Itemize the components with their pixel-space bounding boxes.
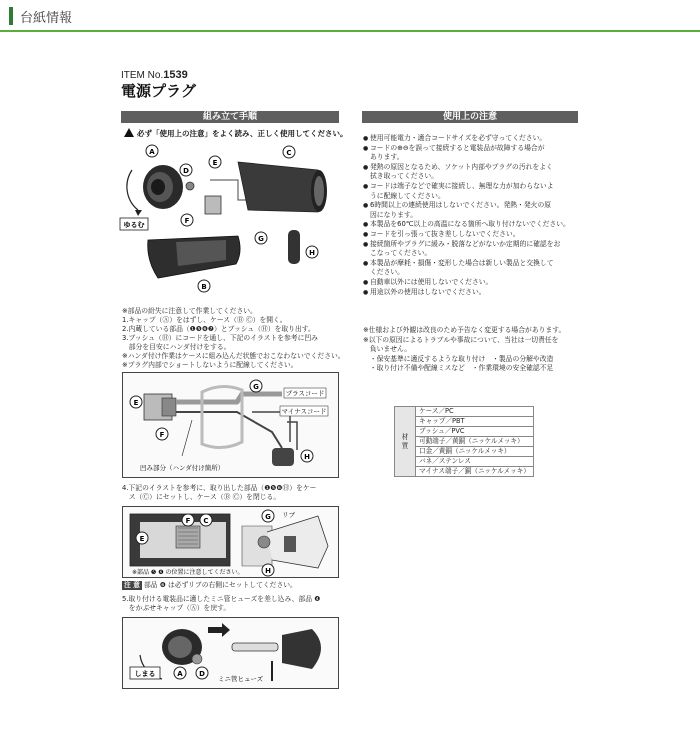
item-number-value: 1539 bbox=[163, 69, 188, 81]
material-row: キャップ／PBT bbox=[416, 417, 534, 427]
minus-cord-wire bbox=[176, 412, 282, 448]
note-line: ※以下の原因によるトラブルや事故について、当社は一切責任を bbox=[363, 335, 559, 344]
assembly-warning-text: 必ず「使用上の注意」をよく読み、正しく使用してください。 bbox=[137, 129, 348, 138]
caution-item: ● 発熱の原因となるため、ソケット内部やプラグの汚れをよく bbox=[363, 163, 593, 173]
dent-label: 凹み部分（ハンダ付け箇所） bbox=[140, 464, 225, 472]
label-b: B bbox=[201, 283, 207, 291]
item-number-prefix: ITEM No. bbox=[121, 70, 164, 81]
warning-icon bbox=[124, 128, 134, 137]
contact-part bbox=[186, 182, 194, 190]
placement-label-c: C bbox=[203, 517, 209, 525]
placement-illustration bbox=[122, 506, 338, 578]
note-line bbox=[122, 581, 297, 590]
step-line-4: 部分を目安にハンダ付けをする。 bbox=[122, 343, 231, 351]
caution-item: ● 本製品を60℃以上の高温になる箇所へ取り付けないでください。 bbox=[363, 220, 593, 230]
material-row: マイナス端子／銅（ニッケルメッキ） bbox=[416, 467, 534, 477]
fuse-illustration bbox=[122, 617, 338, 689]
caution-list bbox=[363, 134, 593, 297]
cap-part bbox=[143, 165, 183, 209]
step-line-3: 3.ブッシュ（Ⓗ）にコードを通し、下記のイラストを参考に凹み bbox=[122, 334, 318, 342]
label-g: G bbox=[258, 235, 264, 243]
exploded-plug-illustration bbox=[118, 140, 340, 300]
bushing-part bbox=[288, 230, 300, 264]
material-row: 口金／黄銅（ニッケルメッキ） bbox=[416, 447, 534, 457]
step5-line-0: 5.取り付ける電装品に適したミニ管ヒューズを差し込み、部品 ❹ bbox=[122, 595, 321, 603]
disclaimer-notes bbox=[363, 326, 603, 374]
materials-table bbox=[394, 406, 534, 477]
rotate-arrow-icon bbox=[127, 170, 138, 210]
wiring-label-e: E bbox=[133, 399, 139, 407]
caution-item-cont: あります。 bbox=[370, 153, 404, 162]
tighten-label: しまる bbox=[134, 670, 156, 678]
placement-label-h: H bbox=[265, 567, 271, 575]
material-row: ケース／PC bbox=[416, 407, 534, 417]
fuse-label-d: D bbox=[199, 670, 205, 678]
label-d: D bbox=[183, 167, 189, 175]
caution-item: ● コードの⊕⊖を誤って接続すると電装品が故障する場合が bbox=[363, 144, 593, 154]
label-c: C bbox=[286, 149, 292, 157]
cautions-heading: 使用上の注意 bbox=[362, 111, 578, 123]
materials-head: 材 質 bbox=[395, 407, 416, 477]
step4-line-0: 4.下記のイラストを参考に、取り出した部品（❶❺❻Ⓗ）をケー bbox=[122, 484, 317, 492]
caution-item: ● 本製品が摩耗・損傷・変形した場合は新しい製品と交換して bbox=[363, 259, 593, 269]
contact-g-part bbox=[202, 386, 242, 447]
caution-item: ● 接続箇所やプラグに緩み・脱落などがないか定期的に確認をお bbox=[363, 240, 593, 250]
step-line-1: 1.キャップ（Ⓐ）をはずし、ケース（Ⓑ Ⓒ）を開く。 bbox=[122, 316, 287, 324]
caution-item: ● コードは端子などで確実に接続し、無理な力が加わらないよ bbox=[363, 182, 593, 192]
label-h: H bbox=[309, 249, 315, 257]
caution-item-cont: 因になります。 bbox=[370, 210, 418, 219]
fuse-part bbox=[232, 643, 278, 651]
caution-item-cont: こなってください。 bbox=[370, 249, 432, 258]
material-row: 可動端子／黄銅（ニッケルメッキ） bbox=[416, 437, 534, 447]
step4-line-1: ス（Ⓒ）にセットし、ケース（Ⓑ Ⓒ）を閉じる。 bbox=[122, 493, 281, 501]
note-text: 部品 ❻ は必ずリブの右側にセットしてください。 bbox=[143, 581, 297, 589]
plus-cord-label: プラスコード bbox=[285, 389, 325, 398]
note-line: ※仕様および外観は改良のため予告なく変更する場合があります。 bbox=[363, 326, 566, 334]
placement-label-g: G bbox=[265, 513, 271, 521]
label-a: A bbox=[149, 148, 155, 156]
assembly-heading: 組み立て手順 bbox=[121, 111, 339, 123]
caution-item-cont: 拭き取ってください。 bbox=[370, 172, 438, 181]
note-tag: 注 意 bbox=[124, 581, 140, 589]
minus-cord-label: マイナスコード bbox=[281, 407, 327, 416]
header-accent bbox=[9, 7, 13, 25]
fuse-label: ミニ管ヒューズ bbox=[218, 675, 264, 683]
label-e: E bbox=[212, 159, 218, 167]
bushing-h-part bbox=[272, 448, 294, 466]
plus-cord-wire bbox=[176, 394, 282, 402]
caution-item: ● コードを引っ張って抜き差ししないでください。 bbox=[363, 230, 593, 240]
step-line-2: 2.内蔵している部品（❶❺❻❼）とブッシュ（Ⓗ）を取り出す。 bbox=[122, 325, 315, 333]
placement-label-f: F bbox=[185, 517, 191, 525]
step-line-5: ※ハンダ付け作業はケースに組み込んだ状態でおこなわないでください。 bbox=[122, 352, 345, 360]
wiring-illustration bbox=[122, 372, 338, 477]
caution-item: ● 用途以外の使用はしないでください。 bbox=[363, 288, 593, 298]
page-title: 台紙情報 bbox=[20, 11, 73, 26]
caution-item-cont: うに配線してください。 bbox=[370, 191, 445, 200]
wiring-label-h: H bbox=[304, 453, 310, 461]
caution-item: ● 使用可能電力・適合コードサイズを必ず守ってください。 bbox=[363, 134, 593, 144]
note-line: ・取り付け不備や配線ミスなど ・作業環境の安全確認不足 bbox=[363, 364, 554, 373]
fuse-label-a: A bbox=[177, 670, 183, 678]
position-note: ※部品 ❺ ❻ の位置に注意してください。 bbox=[132, 569, 244, 576]
assembly-warning bbox=[124, 128, 347, 139]
caution-item: ● 自動車以外には使用しないでください。 bbox=[363, 278, 593, 288]
material-row: バネ／ステンレス bbox=[416, 457, 534, 467]
label-f: F bbox=[184, 217, 190, 225]
placement-label-e: E bbox=[139, 535, 145, 543]
push-arrow-icon bbox=[208, 623, 230, 637]
case-top-part bbox=[238, 162, 324, 212]
terminal-part bbox=[205, 196, 221, 214]
rib-label: リブ bbox=[282, 511, 295, 519]
material-row: ブッシュ／PVC bbox=[416, 427, 534, 437]
wiring-label-g: G bbox=[253, 383, 259, 391]
plug-body bbox=[282, 629, 321, 669]
caution-item-cont: ください。 bbox=[370, 268, 404, 277]
step-line-0: ※部品の紛失に注意して作業してください。 bbox=[122, 307, 257, 315]
loosen-label: ゆるむ bbox=[123, 221, 145, 229]
header-bar bbox=[0, 0, 700, 32]
note-line: 負いません。 bbox=[363, 345, 411, 354]
step-line-6: ※プラグ内部でショートしないように配線してください。 bbox=[122, 361, 298, 369]
note-line: ・保安基準に適反するような取り付け ・製品の分解や改造 bbox=[363, 354, 554, 363]
wiring-label-f: F bbox=[159, 431, 165, 439]
caution-item: ● 6時間以上の連続使用はしないでください。発熱・発火の原 bbox=[363, 201, 593, 211]
product-name: 電源プラグ bbox=[121, 82, 197, 100]
step5-line-1: をかぶせキャップ（Ⓐ）を戻す。 bbox=[122, 604, 231, 612]
